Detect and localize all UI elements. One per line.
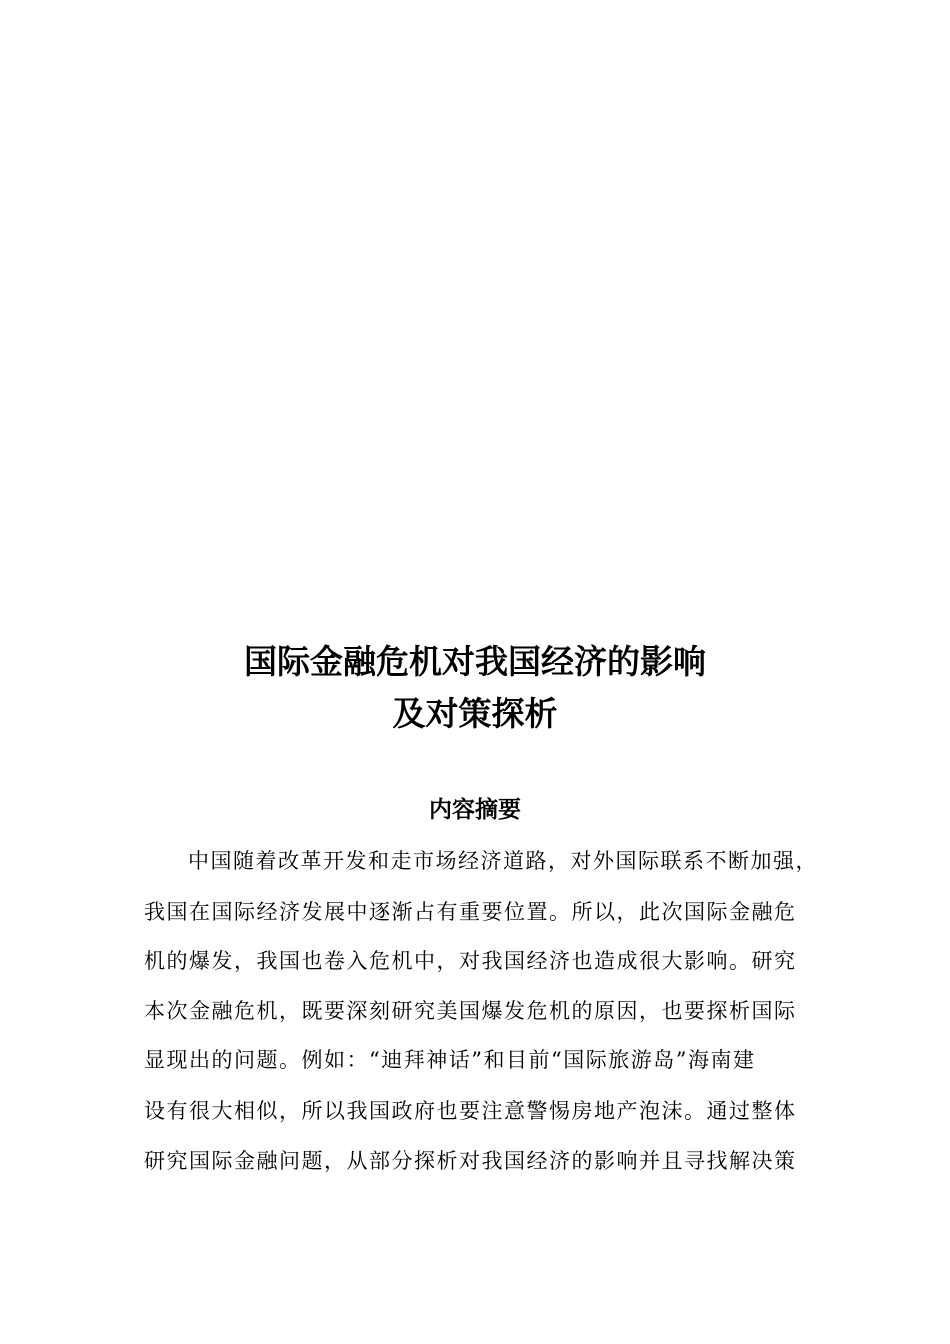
abstract-line: 机的爆发，我国也卷入危机中，对我国经济也造成很大影响。研究 xyxy=(144,949,797,973)
abstract-heading: 内容摘要 xyxy=(429,797,521,823)
abstract-line: 本次金融危机，既要深刻研究美国爆发危机的原因，也要探析国际 xyxy=(144,999,797,1023)
document-title-line-2: 及对策探析 xyxy=(392,694,558,733)
abstract-line: 研究国际金融问题，从部分探析对我国经济的影响并且寻找解决策 xyxy=(144,1149,797,1173)
abstract-line: 中国随着改革开发和走市场经济道路，对外国际联系不断加强， xyxy=(188,849,818,873)
document-title-line-1: 国际金融危机对我国经济的影响 xyxy=(244,642,706,681)
abstract-line: 设有很大相似，所以我国政府也要注意警惕房地产泡沫。通过整体 xyxy=(144,1099,797,1123)
abstract-line: 我国在国际经济发展中逐渐占有重要位置。所以，此次国际金融危 xyxy=(144,900,797,924)
abstract-line: 显现出的问题。例如：“迪拜神话”和目前“国际旅游岛”海南建 xyxy=(144,1048,756,1072)
